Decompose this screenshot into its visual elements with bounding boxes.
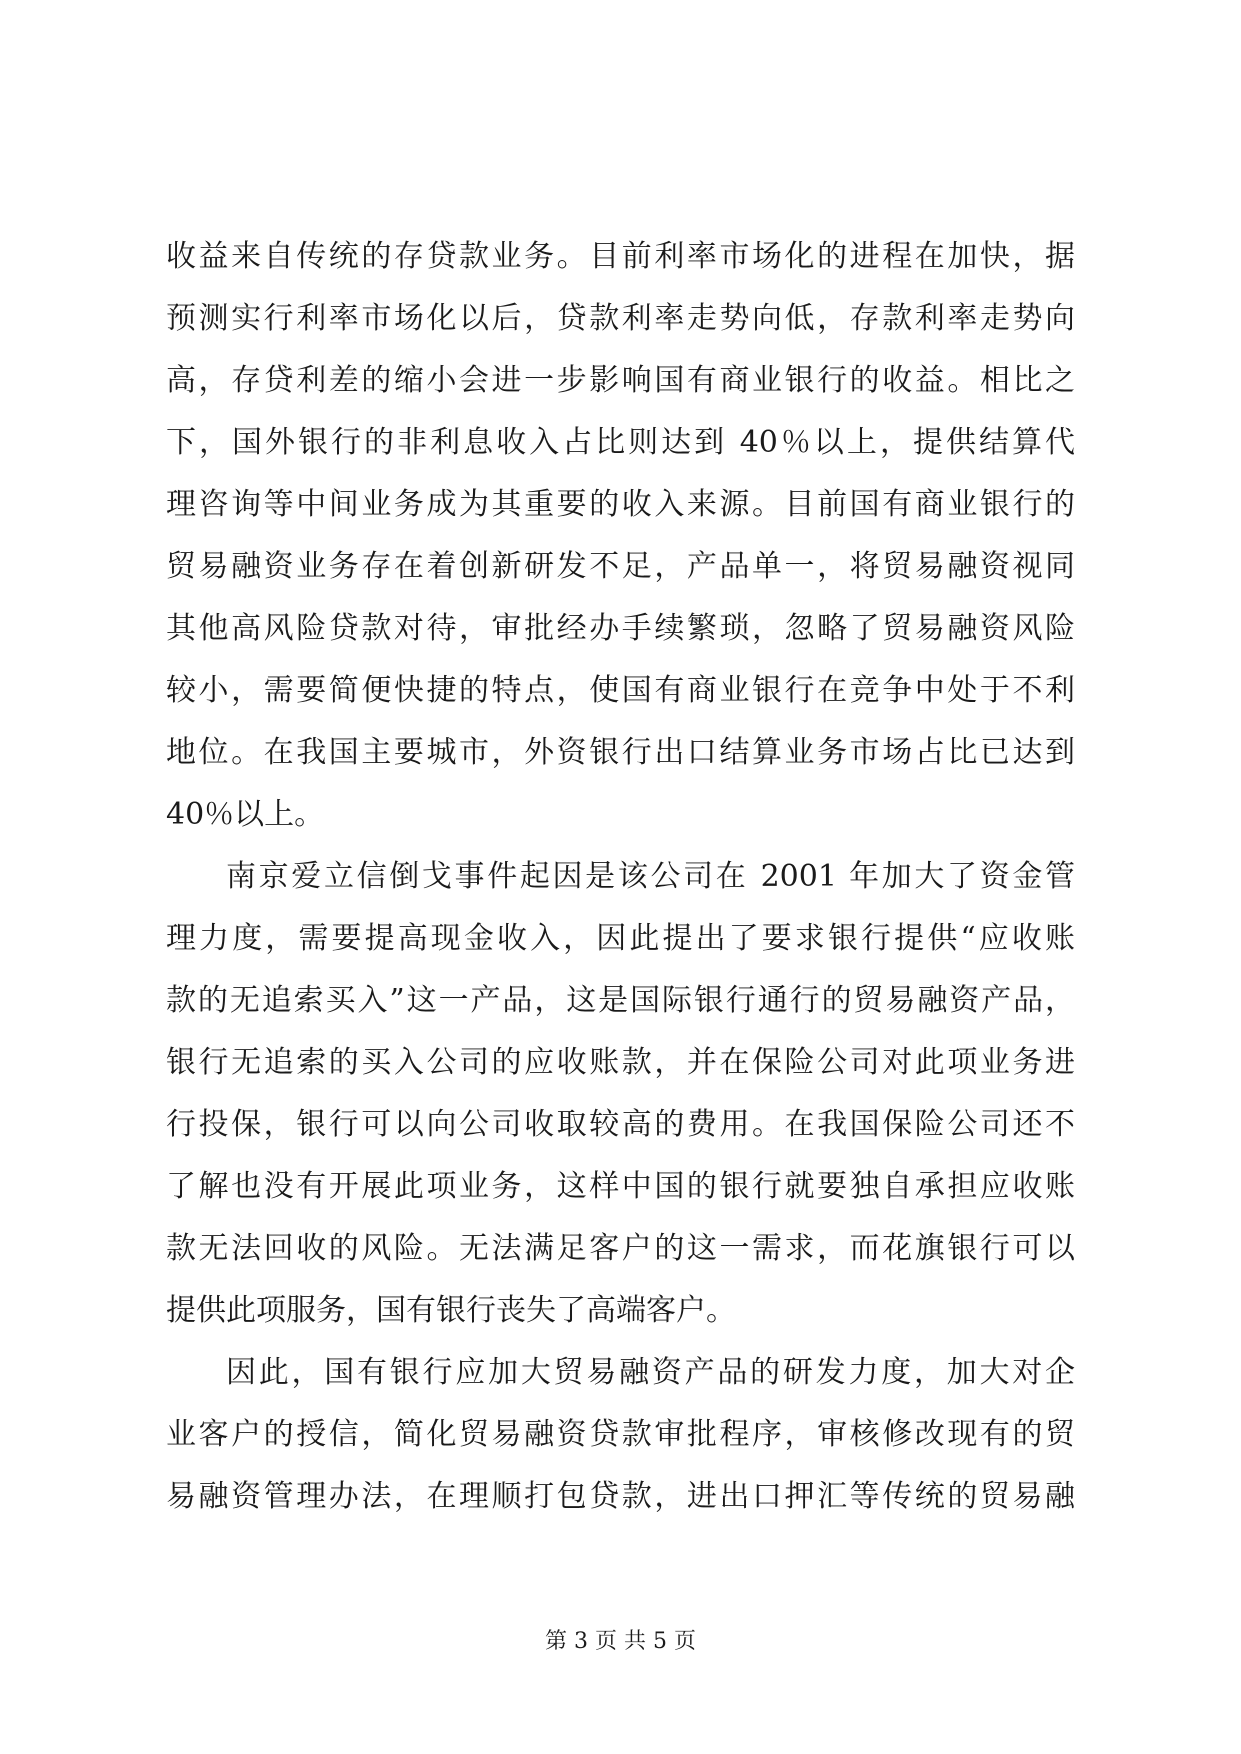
text-line: 收益来自传统的存贷款业务。目前利率市场化的进程在加快，据: [166, 239, 1075, 274]
text-line: 款的无追索买入”这一产品，这是国际银行通行的贸易融资产品，: [166, 983, 1075, 1018]
page-footer: [0, 1627, 1241, 1657]
text-line: 地位。在我国主要城市，外资银行出口结算业务市场占比已达到: [166, 735, 1075, 770]
document-body: [166, 226, 1075, 1528]
text-line: 款无法回收的风险。无法满足客户的这一需求，而花旗银行可以: [166, 1231, 1075, 1266]
text-line: 下，国外银行的非利息收入占比则达到 40％以上，提供结算代: [166, 425, 1075, 460]
text-line: 业客户的授信，简化贸易融资贷款审批程序，审核修改现有的贸: [166, 1417, 1075, 1452]
text-line: 较小，需要简便快捷的特点，使国有商业银行在竞争中处于不利: [166, 673, 1075, 708]
text-line: 其他高风险贷款对待，审批经办手续繁琐，忽略了贸易融资风险: [166, 611, 1075, 646]
text-line: 高，存贷利差的缩小会进一步影响国有商业银行的收益。相比之: [166, 363, 1075, 398]
paragraph-1: [166, 226, 1075, 846]
text-line: 因此，国有银行应加大贸易融资产品的研发力度，加大对企: [226, 1355, 1075, 1390]
text-line: 南京爱立信倒戈事件起因是该公司在 2001 年加大了资金管: [226, 859, 1075, 894]
page-number-label: 第 3 页 共 5 页: [545, 1629, 696, 1654]
text-line: 银行无追索的买入公司的应收账款，并在保险公司对此项业务进: [166, 1045, 1075, 1080]
paragraph-2: [166, 846, 1075, 1342]
text-line: 了解也没有开展此项业务，这样中国的银行就要独自承担应收账: [166, 1169, 1075, 1204]
text-line: 40％以上。: [166, 797, 325, 832]
text-line: 易融资管理办法，在理顺打包贷款，进出口押汇等传统的贸易融: [166, 1479, 1075, 1514]
text-line: 提供此项服务，国有银行丧失了高端客户。: [166, 1293, 736, 1328]
paragraph-3: [166, 1342, 1075, 1528]
text-line: 理力度，需要提高现金收入，因此提出了要求银行提供“应收账: [166, 921, 1075, 956]
text-line: 理咨询等中间业务成为其重要的收入来源。目前国有商业银行的: [166, 487, 1075, 522]
text-line: 行投保，银行可以向公司收取较高的费用。在我国保险公司还不: [166, 1107, 1075, 1142]
text-line: 贸易融资业务存在着创新研发不足，产品单一，将贸易融资视同: [166, 549, 1075, 584]
text-line: 预测实行利率市场化以后，贷款利率走势向低，存款利率走势向: [166, 301, 1075, 336]
